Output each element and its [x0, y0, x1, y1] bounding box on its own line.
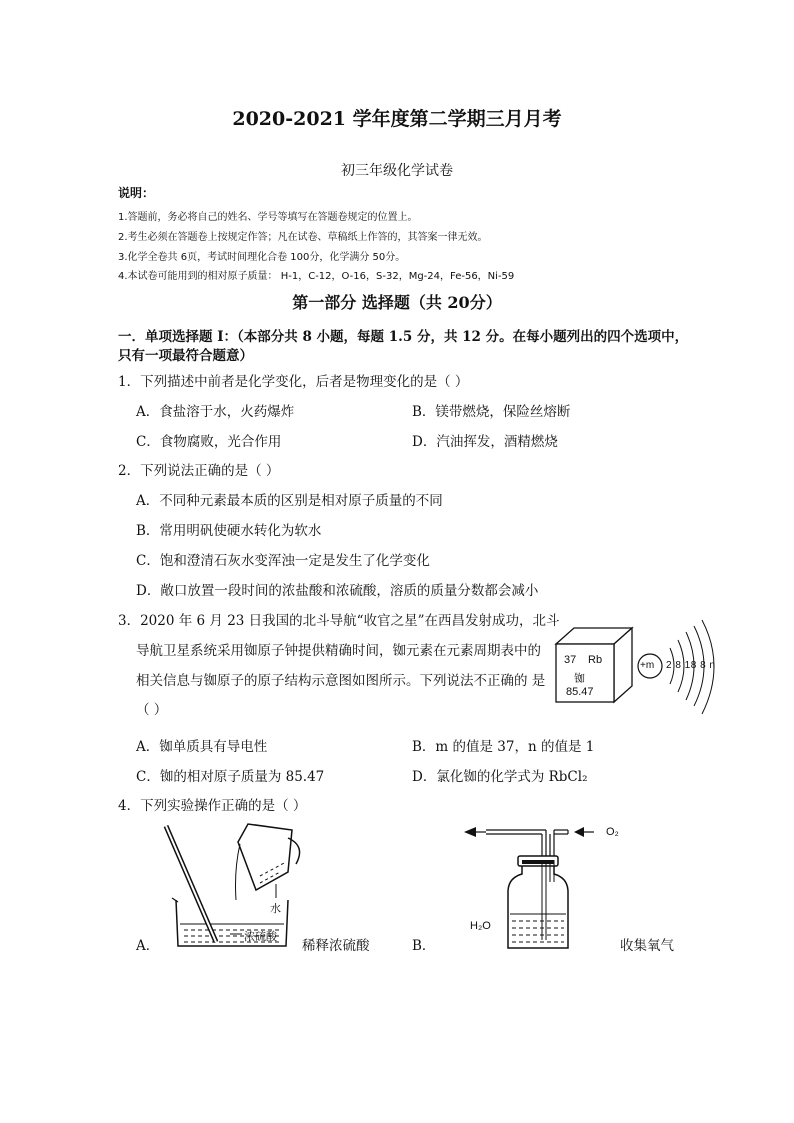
question-1-option-d: D．汽油挥发，酒精燃烧 — [412, 434, 558, 450]
water-label: 水 — [270, 903, 281, 915]
question-3-option-b: B．m 的值是 37，n 的值是 1 — [412, 739, 595, 755]
element-number: 37 — [564, 654, 577, 666]
acid-label: 浓硫酸 — [244, 931, 277, 943]
question-3-line2: 导航卫星系统采用铷原子钟提供精确时间，铷元素在元素周期表中的 — [136, 643, 541, 659]
question-2-option-d: D．敞口放置一段时间的浓盐酸和浓硫酸，溶质的质量分数都会减小 — [136, 583, 539, 599]
question-1-stem: 1．下列描述中前者是化学变化，后者是物理变化的是（ ） — [118, 374, 469, 390]
atom-nucleus-label: +m — [640, 660, 655, 671]
question-1-option-c: C．食物腐败，光合作用 — [136, 434, 282, 450]
section-instructions-line2: 只有一项最符合题意） — [118, 348, 253, 364]
note-4: 4.本试卷可能用到的相对原子质量： H-1，C-12，O-16，S-32，Mg-24，Fe-56，Ni-59 — [118, 271, 515, 282]
element-symbol: Rb — [588, 654, 603, 666]
question-4-option-a-prefix: A． — [136, 938, 160, 954]
question-2-option-a: A．不同种元素最本质的区别是相对原子质量的不同 — [136, 493, 443, 509]
question-2-option-b: B．常用明矾使硬水转化为软水 — [136, 523, 322, 539]
question-3-option-a: A．铷单质具有导电性 — [136, 739, 268, 755]
page-subtitle: 初三年级化学试卷 — [341, 163, 453, 179]
note-1: 1.答题前，务必将自己的姓名、学号等填写在答题卷规定的位置上。 — [118, 212, 418, 223]
question-4-stem: 4．下列实验操作正确的是（ ） — [118, 798, 307, 814]
gas-collection-figure — [456, 820, 606, 952]
element-name: 铷 — [574, 673, 585, 685]
note-3: 3.化学全卷共 6页，考试时间理化合卷 100分，化学满分 50分。 — [118, 252, 406, 263]
dilution-figure — [160, 820, 310, 950]
question-3-line1: 3．2020 年 6 月 23 日我国的北斗导航“收官之星”在西昌发射成功，北斗 — [118, 613, 560, 629]
question-2-option-c: C．饱和澄清石灰水变浑浊一定是发生了化学变化 — [136, 553, 430, 569]
question-3-line3: 相关信息与铷原子的原子结构示意图如图所示。下列说法不正确的 是 — [136, 673, 546, 689]
element-mass: 85.47 — [566, 686, 594, 698]
question-4-option-b-caption: 收集氧气 — [620, 938, 674, 954]
question-3-line4: （ ） — [136, 702, 168, 718]
question-2-stem: 2．下列说法正确的是（ ） — [118, 463, 280, 479]
section-instructions-line1: 一．单项选择题 I：（本部分共 8 小题，每题 1.5 分，共 12 分。在每小题列出的四个选项中， — [118, 329, 689, 345]
question-3-option-c: C．铷的相对原子质量为 85.47 — [136, 769, 325, 785]
question-4-option-a-caption: 稀释浓硫酸 — [302, 938, 370, 954]
water-h2o-label: H₂O — [470, 920, 491, 932]
note-2: 2.考生必须在答题卷上按规定作答；凡在试卷、草稿纸上作答的，其答案一律无效。 — [118, 232, 488, 243]
notes-heading: 说明： — [118, 186, 155, 200]
question-3-option-d: D．氯化铷的化学式为 RbCl₂ — [412, 769, 588, 785]
oxygen-label: O₂ — [606, 826, 619, 838]
question-1-option-a: A．食盐溶于水，火药爆炸 — [136, 404, 295, 420]
question-4-option-b-prefix: B． — [412, 938, 436, 954]
element-cube-figure — [552, 624, 636, 708]
question-1-option-b: B．镁带燃烧，保险丝熔断 — [412, 404, 571, 420]
atom-shell-electrons: 2 8 18 8 n — [666, 660, 716, 671]
part-heading: 第一部分 选择题（共 20分） — [292, 293, 502, 312]
page-title: 2020-2021 学年度第二学期三月月考 — [232, 108, 562, 130]
